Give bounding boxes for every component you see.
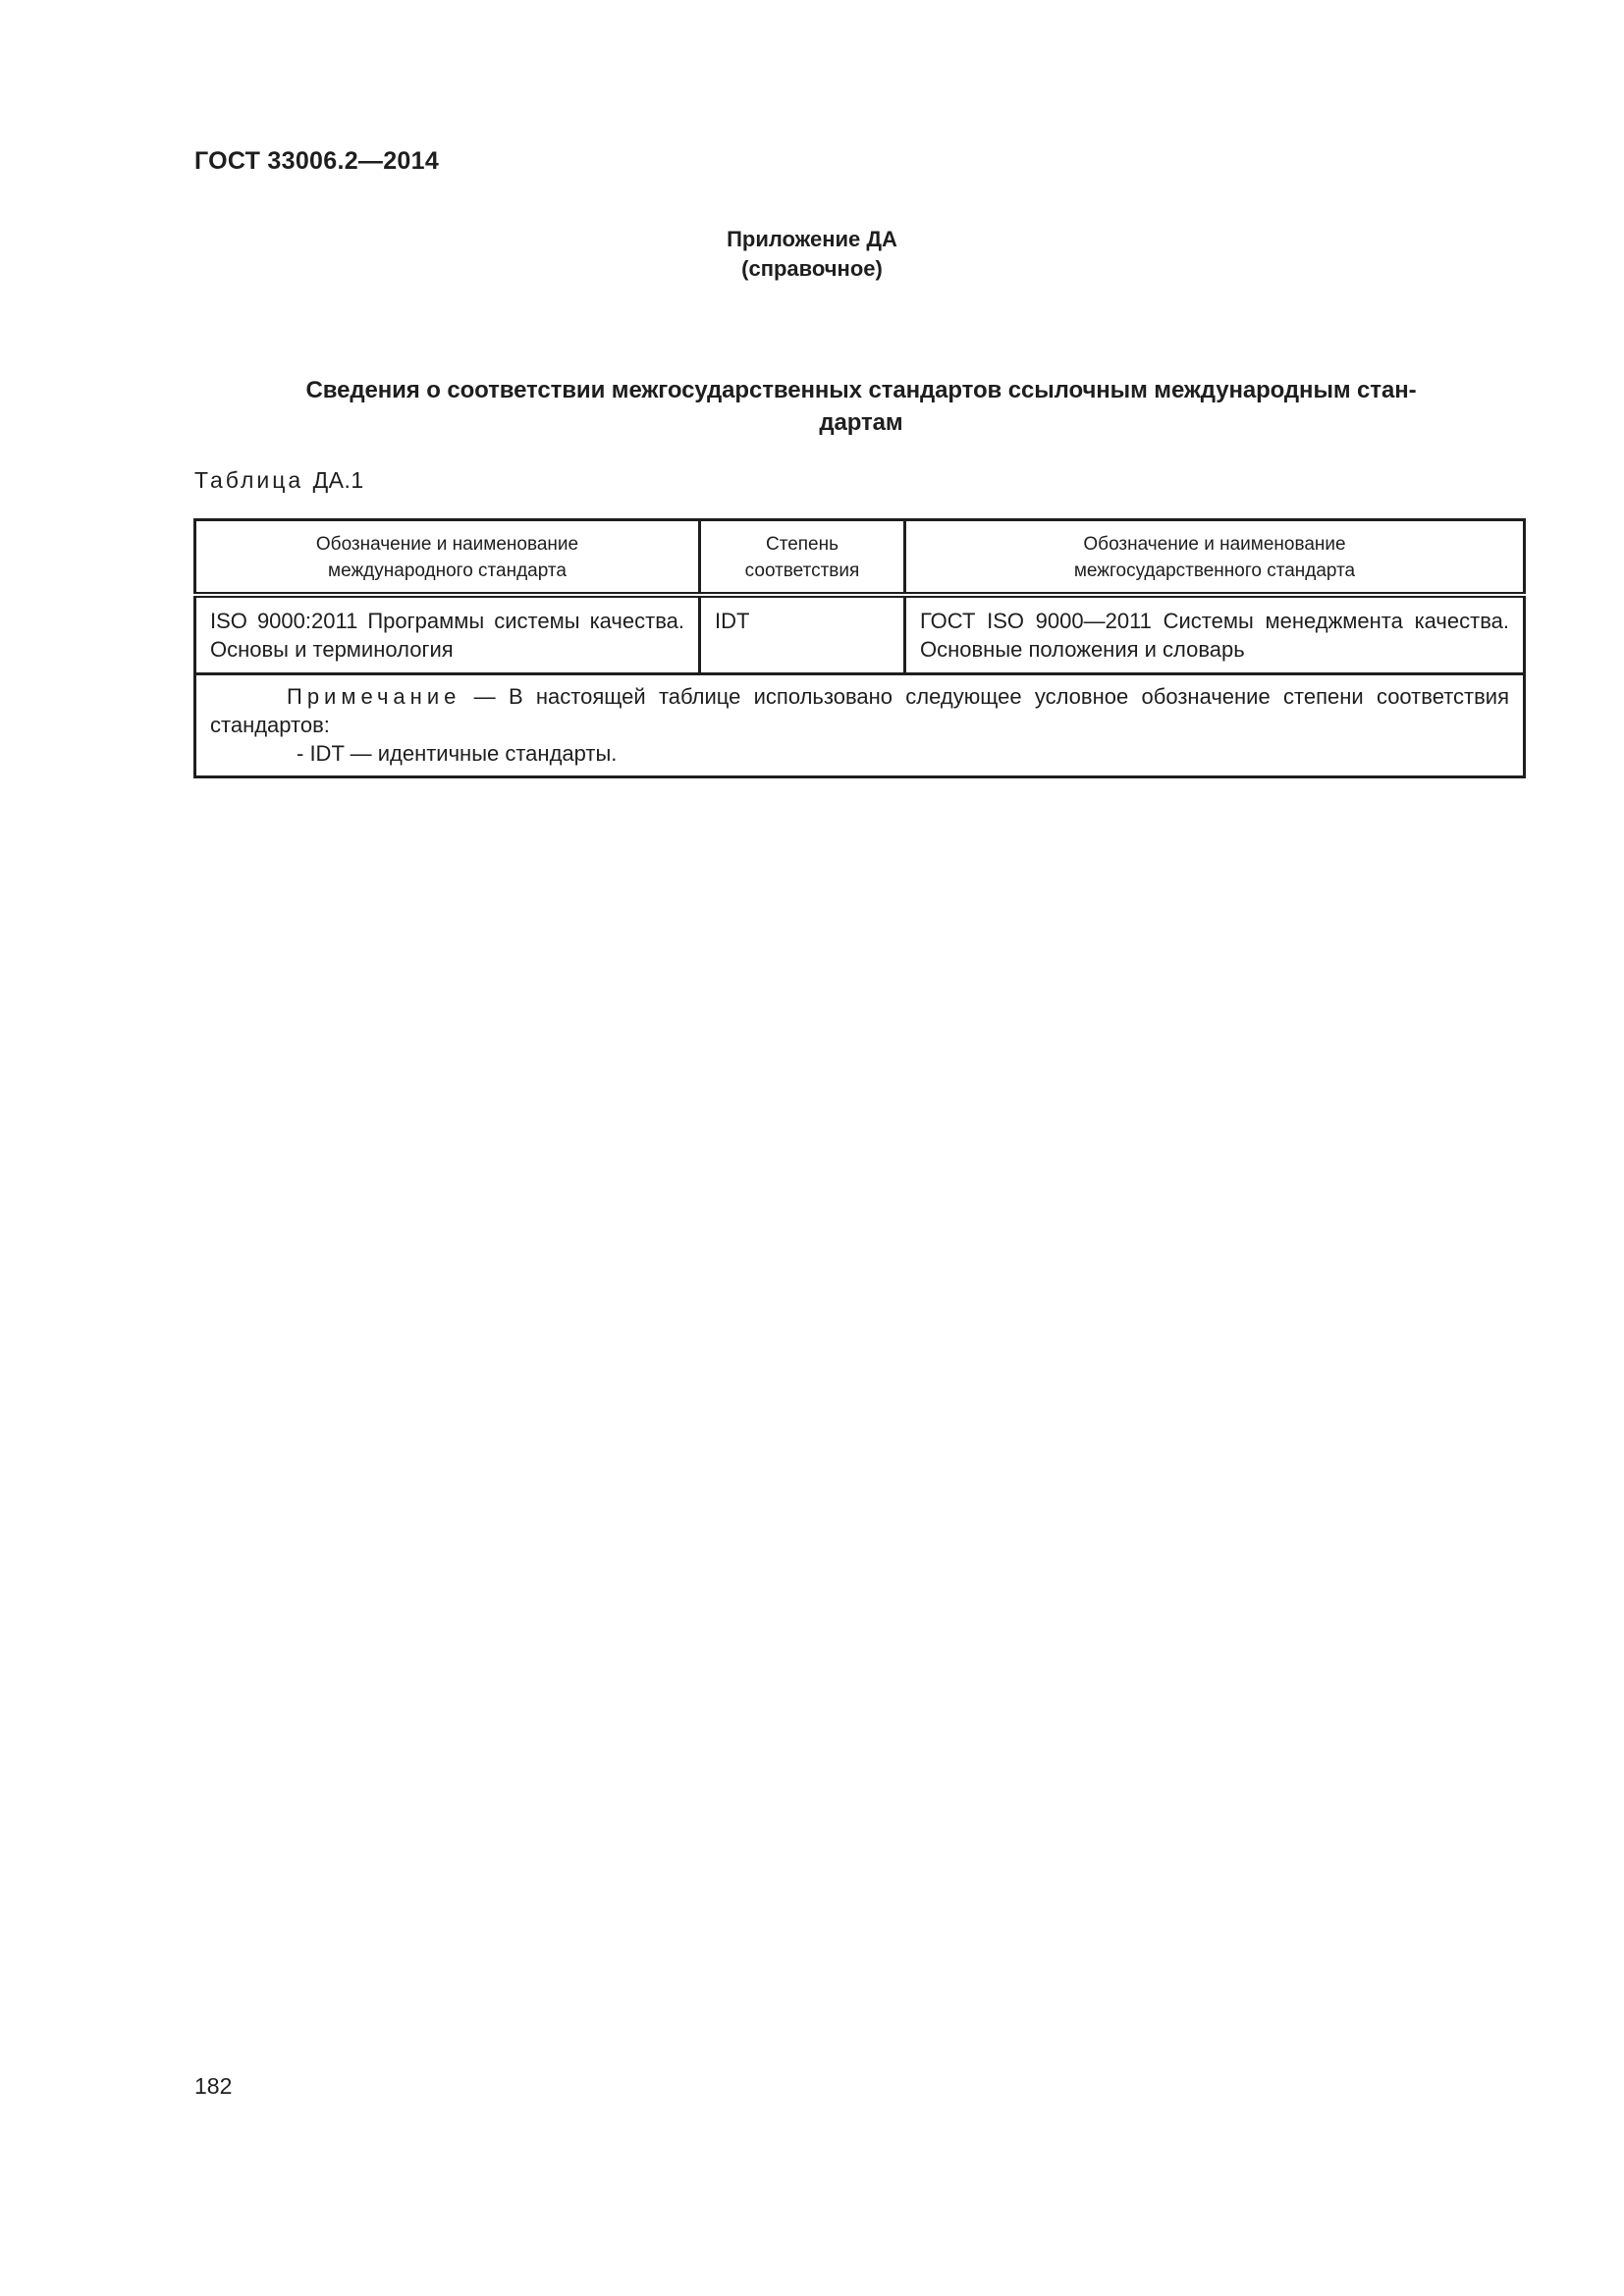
table-row (195, 595, 1525, 674)
cell-international-standard: ISO 9000:2011 Программы системы качества. Основы и терминология (195, 595, 700, 674)
appendix-heading (0, 225, 1624, 284)
note-dash: — (460, 684, 509, 709)
column-header-line: межгосударственного стандарта (1073, 561, 1356, 581)
column-header-line: международного стандарта (328, 561, 567, 581)
table-label (194, 467, 364, 494)
column-header-degree (700, 520, 905, 596)
section-title-line-1: Сведения о соответствии межгосударственных стандартов ссылочным международным стан- (305, 377, 1417, 403)
column-header-international (195, 520, 700, 596)
correspondence-table (193, 518, 1526, 778)
page-number: 182 (194, 2073, 233, 2099)
note-text (210, 682, 1509, 739)
appendix-title: Приложение ДА (727, 227, 897, 251)
note-body: В настоящей таблице использовано следующее условное обозначение степени соответствия стандартов: (210, 684, 1509, 737)
column-header-interstate (905, 520, 1525, 596)
note-label: Примечание (287, 684, 461, 709)
cell-interstate-standard: ГОСТ ISO 9000—2011 Системы менеджмента качества. Основные положения и словарь (905, 595, 1525, 674)
column-header-line: Обозначение и наименование (315, 534, 579, 555)
note-list-item: - IDT — идентичные стандарты. (297, 741, 618, 766)
appendix-subtitle: (справочное) (741, 256, 883, 281)
section-title (194, 374, 1528, 439)
column-header-line: соответствия (744, 561, 860, 581)
table-label-number: ДА.1 (312, 467, 364, 493)
table-header-row (195, 520, 1525, 596)
section-title-line-2: дартам (819, 409, 903, 436)
column-header-line: Степень (765, 534, 839, 555)
cell-degree: IDT (700, 595, 905, 674)
table-note-row (195, 674, 1525, 777)
table-label-word: Таблица (194, 467, 304, 493)
column-header-line: Обозначение и наименование (1083, 534, 1346, 555)
table-note (195, 674, 1525, 777)
document-code: ГОСТ 33006.2—2014 (194, 147, 440, 175)
